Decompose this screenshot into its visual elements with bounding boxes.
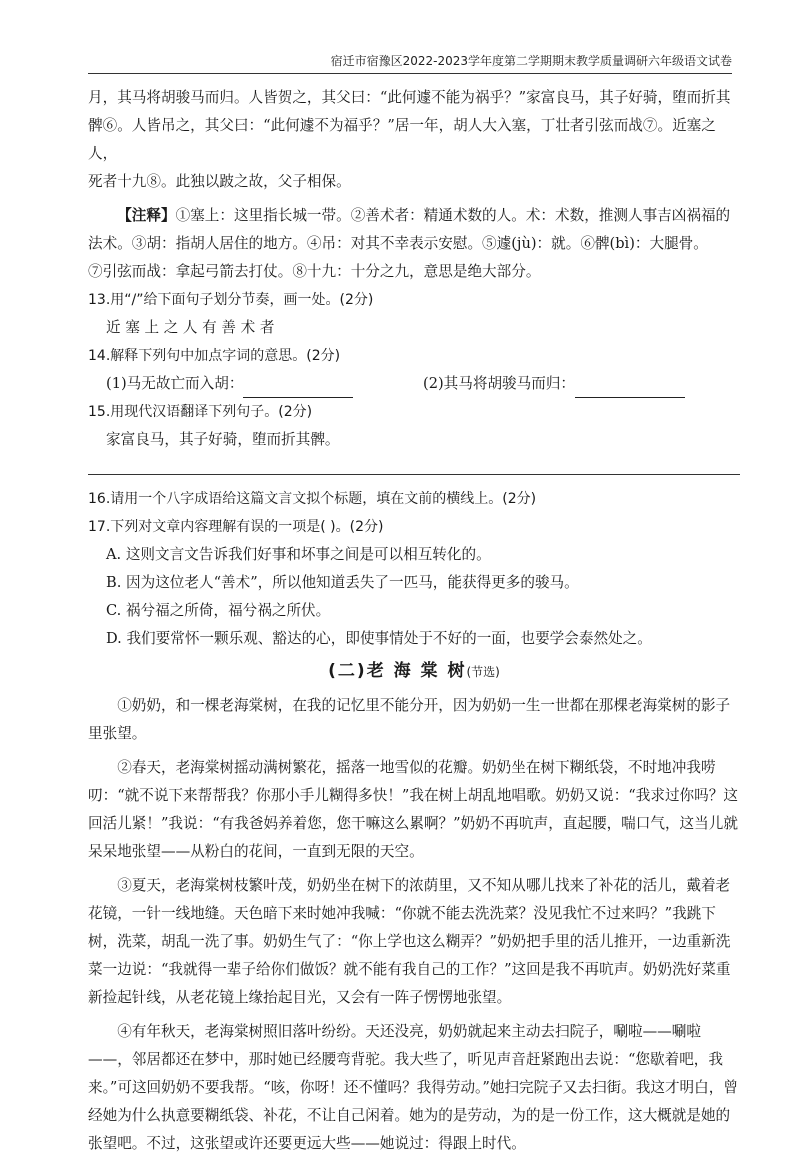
question-13: 13.用“/”给下面句子划分节奏，画一处。(2分): [88, 292, 374, 308]
question-17-options: [88, 541, 740, 653]
section-subtitle: (节选): [466, 665, 500, 679]
answer-blank[interactable]: [243, 381, 353, 398]
passage-line: 死者十九⑧。此独以跛之故，父子相保。: [88, 173, 351, 190]
question-17: 17.下列对文章内容理解有误的一项是( )。(2分): [88, 519, 384, 535]
question-17-option: C. 祸兮福之所倚，福兮祸之所伏。: [106, 602, 331, 619]
exam-title: 宿迁市宿豫区2022-2023学年度第二学期期末教学质量调研六年级语文试卷: [330, 54, 732, 68]
question-14-item-2-label: (2)其马将胡骏马而归：: [423, 375, 576, 392]
question-14-item-2: [423, 370, 740, 398]
question-14-items: [88, 370, 740, 398]
article-paragraph: ④有年秋天，老海棠树照旧落叶纷纷。天还没亮，奶奶就起来主动去扫院子，唰啦——唰啦——，邻居都还在梦中，那时她已经腰弯背驼。我大些了，听见声音赶紧跑出去说：“您歇着吧，我来。”可这回奶奶不要我帮。“咳，你呀！还不懂吗？我得劳动。”她扫完院子又去扫街。我这才明白，曾经她为什么执意要糊纸袋、补花，不让自己闲着。她为的是劳动，为的是一份工作，这大概就是她的张望吧。不过，这张望或许还要更远大些——她说过：得跟上时代。: [88, 1023, 738, 1152]
question-14-item-1: [106, 370, 423, 398]
question-15: 15.用现代汉语翻译下列句子。(2分): [88, 404, 313, 420]
article-paragraph: ②春天，老海棠树摇动满树繁花，摇落一地雪似的花瓣。奶奶坐在树下糊纸袋，不时地冲我唠叨：“就不说下来帮帮我？你那小手儿糊得多快！”我在树上胡乱地唱歌。奶奶又说：“我求过你吗？这回活儿紧！”我说：“有我爸妈养着您，您干嘛这么累啊？”奶奶不再吭声，直起腰，喘口气，这当儿就呆呆地张望——从粉白的花间，一直到无限的天空。: [88, 759, 738, 860]
section-title: [88, 657, 740, 686]
question-14-item-1-label: (1)马无故亡而入胡：: [106, 375, 244, 392]
question-15-sentence: 家富良马，其子好骑，堕而折其髀。: [106, 431, 340, 448]
section-title-text: (二)老 海 棠 树: [328, 661, 467, 681]
question-14: 14.解释下列句中加点字词的意思。(2分): [88, 348, 341, 364]
notes-line: 法术。③胡：指胡人居住的地方。④吊：对其不幸表示安慰。⑤遽(jù)：就。⑥髀(bì)：大腿骨。: [88, 235, 708, 252]
answer-blank[interactable]: [575, 381, 685, 398]
passage-line: 髀⑥。人皆吊之，其父曰：“此何遽不为福乎？”居一年，胡人大入塞，丁壮者引弦而战⑦。近塞之人，: [88, 117, 716, 162]
question-16: 16.请用一个八字成语给这篇文言文拟个标题，填在文前的横线上。(2分): [88, 491, 537, 507]
passage-line: 月，其马将胡骏马而归。人皆贺之，其父曰：“此何遽不能为祸乎？”家富良马，其子好骑，堕而折其: [88, 89, 731, 106]
section-2-body: [88, 692, 740, 1158]
article-paragraph: ①奶奶，和一棵老海棠树，在我的记忆里不能分开，因为奶奶一生一世都在那棵老海棠树的影子里张望。: [88, 697, 731, 742]
page-content: [88, 84, 740, 1158]
notes-line: ⑦引弦而战：拿起弓箭去打仗。⑧十九：十分之九，意思是绝大部分。: [88, 263, 541, 280]
notes: [88, 202, 740, 230]
question-17-option: A. 这则文言文告诉我们好事和坏事之间是可以相互转化的。: [106, 546, 491, 563]
question-17-option: B. 因为这位老人“善术”，所以他知道丢失了一匹马，能获得更多的骏马。: [106, 574, 579, 591]
question-17-option: D. 我们要常怀一颗乐观、豁达的心，即使事情处于不好的一面，也要学会泰然处之。: [106, 630, 652, 647]
notes-text: ①塞上：这里指长城一带。②善术者：精通术数的人。术：术数，推测人事吉凶祸福的: [175, 207, 731, 224]
page-header: [88, 52, 732, 74]
question-13-sentence: 近 塞 上 之 人 有 善 术 者: [106, 319, 275, 336]
article-paragraph: ③夏天，老海棠树枝繁叶茂，奶奶坐在树下的浓荫里，又不知从哪儿找来了补花的活儿，戴着老花镜，一针一线地缝。天色暗下来时她冲我喊：“你就不能去洗洗菜？没见我忙不过来吗？”我跳下树，洗菜，胡乱一洗了事。奶奶生气了：“你上学也这么糊弄？”奶奶把手里的活儿推开，一边重新洗菜一边说：“我就得一辈子给你们做饭？就不能有我自己的工作？”这回是我不再吭声。奶奶洗好菜重新捡起针线，从老花镜上缘抬起目光，又会有一阵子愣愣地张望。: [88, 877, 731, 1006]
answer-line[interactable]: [88, 460, 740, 475]
notes-label: 【注释】: [117, 207, 176, 224]
